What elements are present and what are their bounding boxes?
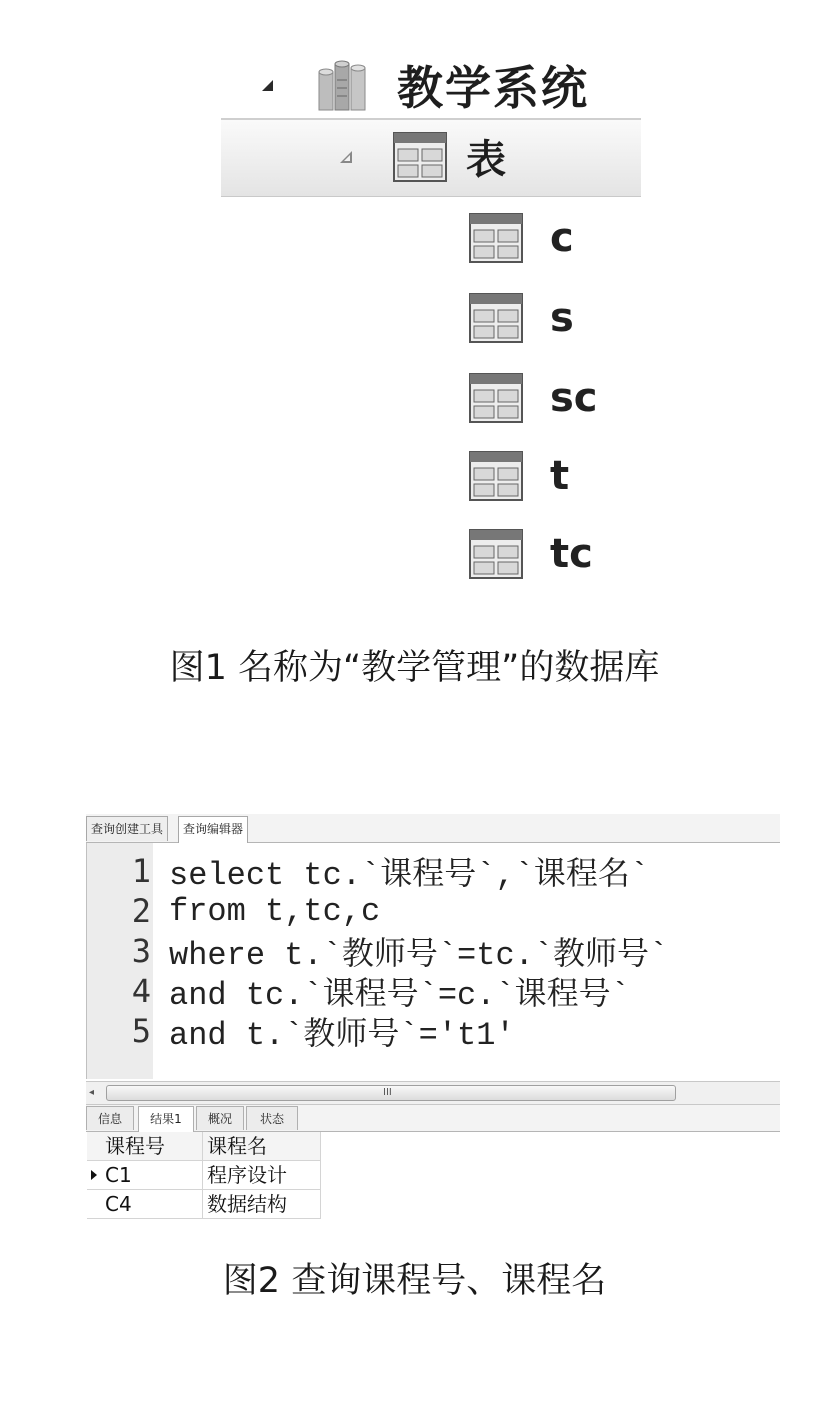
row-selector[interactable] [87, 1190, 101, 1219]
column-header[interactable]: 课程名 [203, 1132, 321, 1161]
result-tab-bar [86, 1105, 780, 1132]
horizontal-scrollbar[interactable] [86, 1081, 780, 1105]
table-icon [468, 292, 524, 344]
figure1-caption: 图1 名称为“教学管理”的数据库 [169, 648, 660, 688]
table-name: tc [550, 531, 593, 577]
tree-node-table-t[interactable] [468, 450, 569, 502]
table-name: s [550, 295, 574, 341]
database-name: 教学系统 [397, 61, 589, 115]
row-selector[interactable] [87, 1132, 101, 1161]
table-icon [468, 528, 524, 580]
table-row[interactable] [87, 1190, 321, 1219]
table-icon [468, 372, 524, 424]
tree-node-table-c[interactable] [468, 212, 574, 264]
tab-query-editor[interactable]: 查询编辑器 [178, 816, 248, 843]
tree-node-table-s[interactable] [468, 292, 574, 344]
database-tree [0, 0, 829, 600]
code-text[interactable]: from t,tc,c [169, 892, 381, 930]
table-folder-icon [392, 131, 448, 183]
sql-editor[interactable] [86, 843, 781, 1079]
code-text[interactable]: select tc.`课程号`,`课程名` [169, 857, 650, 894]
tab-query-builder[interactable]: 查询创建工具 [86, 816, 168, 841]
query-window [86, 814, 780, 1216]
expanded-triangle-icon[interactable] [262, 80, 273, 91]
table-name: sc [550, 375, 598, 421]
code-text[interactable]: and tc.`课程号`=c.`课程号` [169, 977, 630, 1014]
column-header[interactable]: 课程号 [101, 1132, 203, 1161]
code-line[interactable] [87, 971, 630, 1014]
tab-overview[interactable]: 概况 [196, 1106, 244, 1130]
tab-info[interactable]: 信息 [86, 1106, 134, 1130]
database-icon [315, 58, 371, 112]
row-selector[interactable] [87, 1161, 101, 1190]
tab-result1[interactable]: 结果1 [138, 1106, 194, 1132]
line-number: 5 [131, 1012, 151, 1050]
figure2-caption: 图2 查询课程号、课程名 [222, 1261, 607, 1301]
table-header-row [87, 1132, 321, 1161]
tables-folder-label: 表 [466, 137, 506, 183]
tree-node-table-sc[interactable] [468, 372, 598, 424]
editor-tab-bar [86, 814, 780, 843]
table-row[interactable] [87, 1161, 321, 1190]
current-row-arrow-icon [91, 1170, 97, 1180]
expanded-triangle-icon[interactable] [340, 151, 352, 163]
table-cell[interactable]: 程序设计 [203, 1161, 321, 1190]
line-number: 3 [131, 932, 151, 970]
table-cell[interactable]: C4 [101, 1190, 203, 1219]
tree-node-database[interactable] [262, 52, 589, 118]
code-line[interactable] [87, 851, 650, 894]
line-number: 2 [131, 892, 151, 930]
code-line[interactable] [87, 891, 380, 931]
result-grid [86, 1132, 780, 1216]
table-cell[interactable]: 数据结构 [203, 1190, 321, 1219]
tree-node-tables-folder[interactable] [340, 128, 506, 185]
table-cell[interactable]: C1 [101, 1161, 203, 1190]
line-number: 1 [131, 852, 151, 890]
tab-status[interactable]: 状态 [246, 1106, 298, 1130]
table-name: t [550, 453, 570, 499]
code-line[interactable] [87, 1011, 515, 1054]
scroll-left-arrow-icon[interactable]: ◂ [89, 1087, 95, 1098]
code-text[interactable]: and t.`教师号`='t1' [169, 1017, 515, 1054]
tree-node-table-tc[interactable] [468, 528, 593, 580]
line-number: 4 [131, 972, 151, 1010]
code-text[interactable]: where t.`教师号`=tc.`教师号` [169, 937, 669, 974]
scrollbar-thumb[interactable] [106, 1085, 676, 1101]
table-name: c [550, 215, 574, 261]
table-icon [468, 450, 524, 502]
scrollbar-grip: III [383, 1087, 392, 1098]
code-line[interactable] [87, 931, 669, 974]
table-icon [468, 212, 524, 264]
